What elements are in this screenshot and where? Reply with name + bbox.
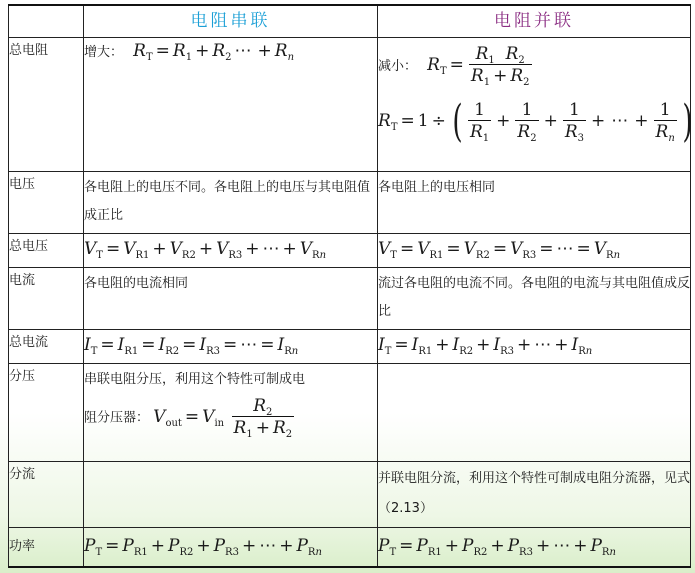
row-label-current-divider: 分流	[9, 461, 84, 527]
voltage-divider-text-line2: 阻分压器：	[84, 410, 150, 425]
row-current-divider	[9, 461, 691, 527]
row-label-voltage: 电压	[9, 171, 84, 233]
series-power	[84, 527, 378, 567]
series-total-voltage	[84, 233, 378, 267]
row-voltage-divider	[9, 363, 691, 461]
row-label-total-voltage: 总电压	[9, 233, 84, 267]
formula-parallel-current: $I_T = I_{R1} + I_{R2} + I_{R3}$ + ⋯ + $I_{Rn}$	[378, 334, 593, 357]
parallel-voltage-divider-empty	[378, 363, 691, 461]
parallel-current: 流过各电阻的电流不同。各电阻的电流与其电阻值成反比	[378, 267, 691, 329]
row-label-total-resistance: 总电阻	[9, 37, 84, 171]
series-total-resistance	[84, 37, 378, 171]
row-label-voltage-divider: 分压	[9, 363, 84, 461]
parallel-total-voltage	[378, 233, 691, 267]
series-current: 各电阻的电流相同	[84, 267, 378, 329]
parallel-two-resistor-line	[378, 44, 690, 90]
voltage-divider-formula-line	[84, 396, 377, 439]
header-series: 电阻串联	[84, 5, 378, 37]
formula-series-resistance: $R_T = R_1 + R_2$ ⋯ + $R_n$	[133, 40, 295, 63]
resistor-comparison-table	[8, 4, 691, 568]
formula-series-voltage: $V_T = V_{R1} + V_{R2} + V_{R3}$ + ⋯ + $V_{Rn}$	[84, 238, 327, 261]
parallel-power	[378, 527, 691, 567]
row-total-current	[9, 329, 691, 363]
formula-series-current: $I_T = I_{R1} = I_{R2} = I_{R3}$ = ⋯ = $I_{Rn}$	[84, 334, 299, 357]
parallel-total-resistance-prefix: 减小：	[378, 58, 418, 74]
formula-parallel-power: $P_T = P_{R1} + P_{R2} + P_{R3}$ + ⋯ + $P_{Rn}$	[378, 535, 616, 558]
row-total-voltage	[9, 233, 691, 267]
row-power	[9, 527, 691, 567]
row-total-resistance	[9, 37, 691, 171]
parallel-n-resistor-line	[378, 95, 693, 156]
header-row	[9, 5, 691, 37]
header-empty-cell	[9, 5, 84, 37]
voltage-divider-text-line1: 串联电阻分压，利用这个特性可制成电	[84, 371, 306, 387]
header-parallel: 电阻并联	[378, 5, 691, 37]
row-current	[9, 267, 691, 329]
row-label-power: 功率	[9, 527, 84, 567]
formula-parallel-two: $R_T$ = $\frac{R_1 R_2}{R_1 + R_2}$	[427, 43, 530, 88]
formula-voltage-divider: $V_{out} = V_{in}$ $\frac{R_2}{R_1 + R_2}$	[153, 395, 293, 440]
formula-parallel-n: $R_T = 1$ ÷ ( $\frac{1}{R_1}$ + $\frac{1}{R_2}$ + $\frac{1}{R_3}$ + ⋯ + $\frac{1}{R_n}$ )	[378, 95, 693, 147]
formula-parallel-voltage: $V_T = V_{R1} = V_{R2} = V_{R3}$ = ⋯ = $V_{Rn}$	[378, 238, 621, 261]
row-label-total-current: 总电流	[9, 329, 84, 363]
row-voltage	[9, 171, 691, 233]
series-voltage: 各电阻上的电压不同。各电阻上的电压与其电阻值成正比	[84, 171, 378, 233]
formula-series-power: $P_T = P_{R1} + P_{R2} + P_{R3}$ + ⋯ + $P_{Rn}$	[84, 535, 322, 558]
row-label-current: 电流	[9, 267, 84, 329]
parallel-current-divider: 并联电阻分流，利用这个特性可制成电阻分流器，见式（2.13）	[378, 461, 691, 527]
series-total-current	[84, 329, 378, 363]
parallel-total-current	[378, 329, 691, 363]
series-total-resistance-prefix: 增大：	[84, 44, 124, 60]
parallel-total-resistance	[378, 37, 691, 171]
series-current-divider-empty	[84, 461, 378, 527]
series-voltage-divider	[84, 363, 378, 461]
parallel-voltage: 各电阻上的电压相同	[378, 171, 691, 233]
